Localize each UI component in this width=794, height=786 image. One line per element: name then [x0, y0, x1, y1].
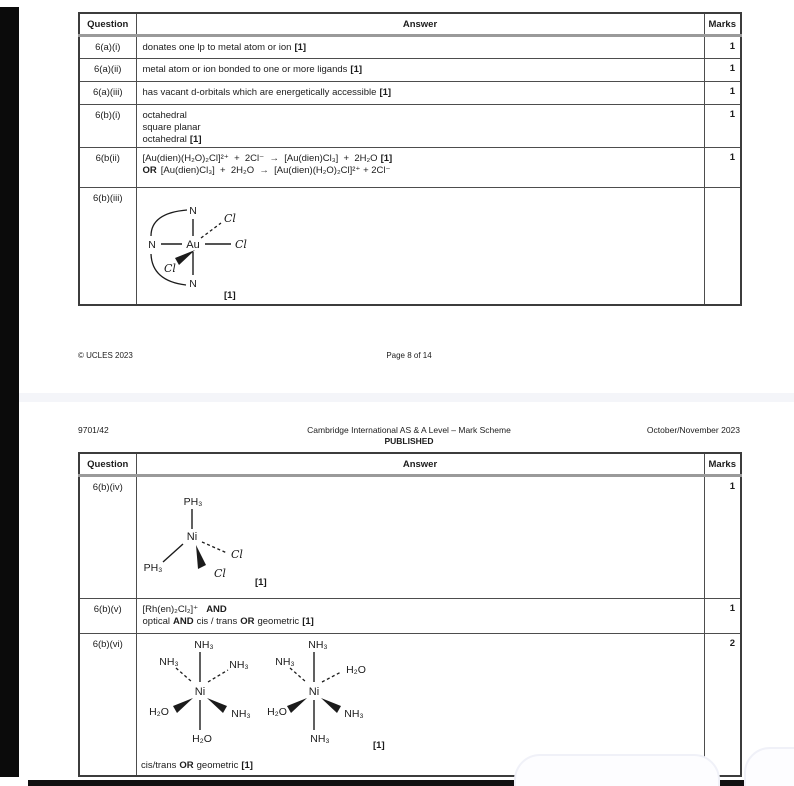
mark-tag: [1]: [302, 615, 314, 627]
ligand-label-h2o: H₂O: [267, 706, 287, 718]
atom-label-cl: Cl: [231, 548, 243, 561]
answer-cell: [136, 58, 704, 81]
and-label: AND: [206, 603, 227, 615]
ni-octahedral-isomers: [138, 636, 438, 754]
au-complex-structure: [138, 192, 270, 304]
atom-label-cl: Cl: [214, 567, 226, 580]
mark-tag: [1]: [294, 41, 307, 53]
mark-tag: [1]: [350, 63, 363, 75]
table-row: [79, 104, 741, 147]
left-black-strip: [0, 7, 19, 777]
answer-cell: [136, 147, 704, 187]
ligand-label-nh3: NH₃: [194, 639, 214, 651]
ligand-label-ph3: PH₃: [143, 562, 163, 574]
answer-text: has vacant d-orbitals which are energetically accessible: [142, 86, 377, 98]
table-row: [79, 58, 741, 81]
answer-cell: [136, 35, 704, 58]
question-cell: 6(b)(iii): [79, 187, 136, 305]
overlay-blob: [744, 747, 794, 786]
atom-label-n: N: [189, 205, 197, 217]
answer-header: Answer: [136, 453, 704, 475]
question-header: Question: [79, 13, 136, 35]
answer-line: optical AND cis / trans OR geometric [1]: [142, 615, 314, 627]
question-cell: 6(a)(i): [79, 35, 136, 58]
equation-line: OR [Au(dien)Cl₃] + 2H₂O → [Au(dien)(H₂O)₂Cl]²⁺ + 2Cl⁻: [142, 164, 391, 176]
question-header: Question: [79, 453, 136, 475]
marks-cell: [704, 187, 741, 305]
mark-tag: [1]: [380, 152, 393, 164]
answer-cell: [136, 81, 704, 104]
marks-cell: 1: [704, 81, 741, 104]
document-title: Cambridge International AS & A Level – Mark Scheme: [307, 425, 511, 435]
atom-label-au: Au: [186, 239, 200, 251]
atom-label-ni: Ni: [194, 686, 206, 698]
ligand-label-ph3: PH₃: [183, 496, 203, 508]
and-label: AND: [172, 615, 194, 627]
answer-cell: [136, 598, 704, 633]
isomer-caption: cis/trans OR geometric [1]: [141, 760, 253, 771]
answer-line: octahedral: [142, 109, 187, 121]
mark-tag: [1]: [379, 86, 392, 98]
marks-cell: 1: [704, 598, 741, 633]
or-label: OR: [179, 760, 194, 771]
ligand-label-nh3: NH₃: [159, 656, 179, 668]
marks-cell: 1: [704, 58, 741, 81]
table-row: [79, 35, 741, 58]
ligand-label-h2o: H₂O: [149, 706, 169, 718]
marks-header: Marks: [704, 13, 741, 35]
equation-line: [Au(dien)(H₂O)₂Cl]²⁺ + 2Cl⁻ → [Au(dien)Cl₃] + 2H₂O [1]: [142, 152, 393, 164]
atom-label-cl: Cl: [235, 238, 247, 251]
mark-tag: [1]: [255, 577, 267, 588]
question-cell: 6(b)(i): [79, 104, 136, 147]
answer-line: [143, 604, 698, 616]
atom-label-ni: Ni: [308, 686, 320, 698]
mark-tag: [1]: [241, 760, 253, 771]
answer-line: octahedral [1]: [142, 133, 202, 145]
question-cell: 6(a)(ii): [79, 58, 136, 81]
question-cell: 6(b)(vi): [79, 633, 136, 776]
ligand-label-nh3: NH₃: [310, 733, 330, 745]
ligand-label-h2o: H₂O: [346, 664, 366, 676]
ligand-label-h2o: H₂O: [192, 733, 212, 745]
ligand-label-nh3: NH₃: [275, 656, 295, 668]
mark-tag: [1]: [224, 290, 236, 301]
overlay-blob: [514, 754, 720, 786]
ligand-label-nh3: NH₃: [231, 708, 251, 720]
marks-cell: 1: [704, 147, 741, 187]
atom-label-ni: Ni: [186, 531, 198, 543]
table-header-row: [79, 453, 741, 475]
ligand-label-nh3: NH₃: [229, 659, 249, 671]
atom-label-cl: Cl: [164, 262, 176, 275]
answer-text: metal atom or ion bonded to one or more ligands: [142, 63, 348, 75]
answer-cell: [136, 104, 704, 147]
ni-tetrahedral-structure: [138, 493, 278, 593]
table-row: [79, 81, 741, 104]
ligand-label-nh3: NH₃: [344, 708, 364, 720]
paper-code: 9701/42: [78, 425, 109, 435]
marks-cell: 2: [704, 633, 741, 776]
page-number: Page 8 of 14: [386, 351, 432, 360]
formula-text: [Rh(en)₂Cl₂]⁺: [142, 603, 199, 615]
mark-tag: [1]: [373, 740, 385, 751]
or-label: OR: [142, 164, 157, 176]
answer-header: Answer: [136, 13, 704, 35]
question-cell: 6(a)(iii): [79, 81, 136, 104]
ligand-label-nh3: NH₃: [308, 639, 328, 651]
question-cell: 6(b(ii): [79, 147, 136, 187]
table-header-row: [79, 13, 741, 35]
marks-cell: 1: [704, 35, 741, 58]
atom-label-cl: Cl: [224, 212, 236, 225]
answer-text: donates one lp to metal atom or ion: [142, 41, 292, 53]
answer-line: square planar: [142, 121, 201, 133]
table-row: [79, 598, 741, 633]
mark-tag: [1]: [189, 133, 202, 145]
published-label: PUBLISHED: [384, 436, 434, 446]
marks-header: Marks: [704, 453, 741, 475]
page-separator: [19, 393, 794, 402]
marks-cell: 1: [704, 104, 741, 147]
atom-label-n: N: [189, 278, 197, 290]
table-row: [79, 147, 741, 187]
marks-cell: 1: [704, 475, 741, 598]
atom-label-n: N: [148, 239, 156, 251]
session-date: October/November 2023: [646, 425, 740, 435]
question-cell: 6(b)(v): [79, 598, 136, 633]
copyright-text: © UCLES 2023: [78, 351, 133, 360]
question-cell: 6(b)(iv): [79, 475, 136, 598]
or-label: OR: [240, 615, 255, 627]
